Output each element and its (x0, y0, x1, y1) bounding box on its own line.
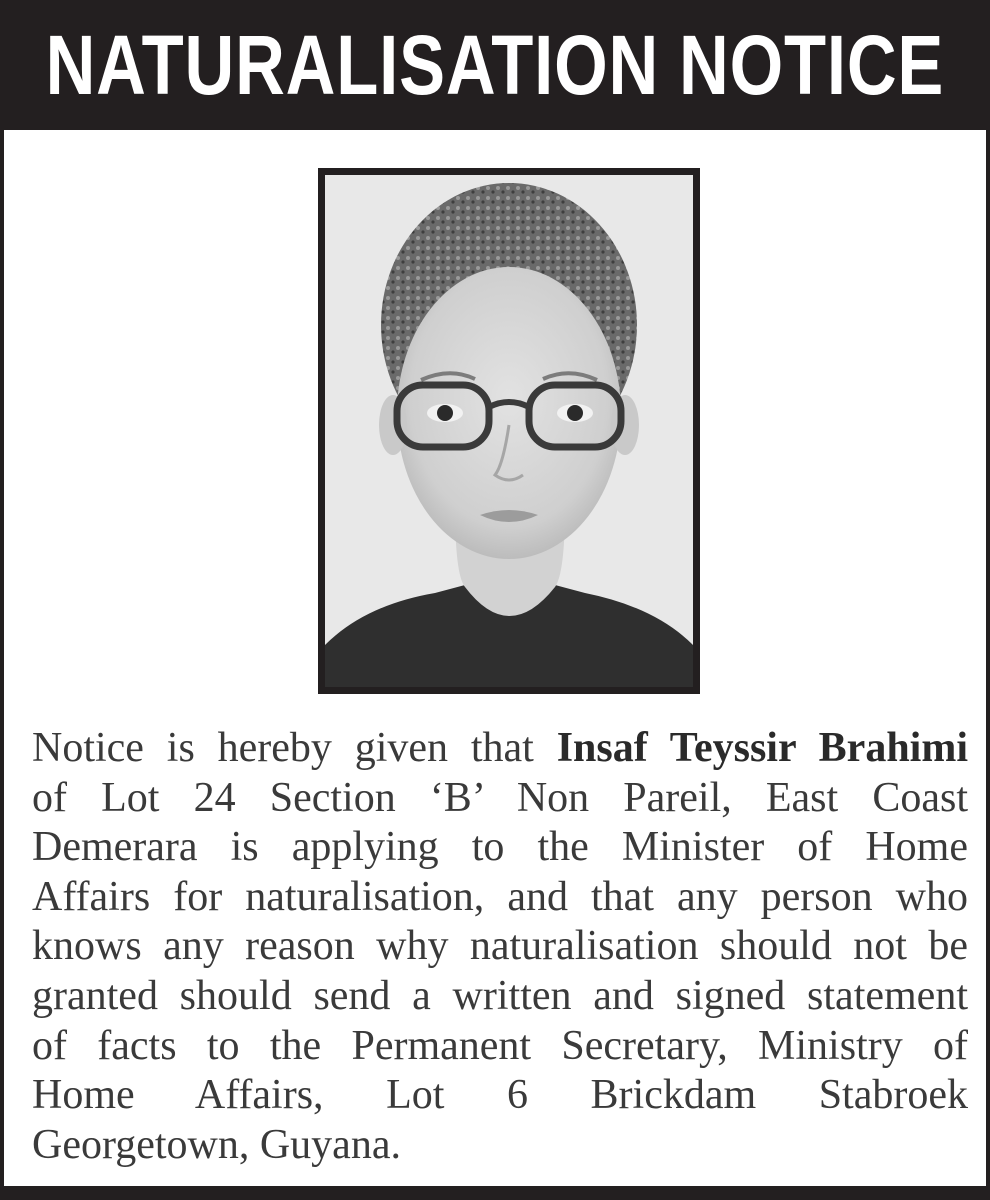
notice-line: Home Affairs, Lot 6 Brickdam Stabroek (32, 1072, 968, 1119)
notice-header (4, 0, 986, 130)
notice-line (32, 724, 968, 774)
notice-line: of facts to the Permanent Secretary, Ministry of (32, 1022, 968, 1069)
notice-title: NATURALISATION NOTICE (45, 18, 945, 112)
notice-line: Demerara is applying to the Minister of Home (32, 824, 968, 871)
notice-line: granted should send a written and signed statement (32, 972, 968, 1019)
portrait-photo (318, 168, 700, 694)
notice-line: of Lot 24 Section ‘B’ Non Pareil, East Coast (32, 774, 968, 821)
portrait-image (325, 175, 693, 687)
notice-line: Georgetown, Guyana. (32, 1121, 401, 1168)
applicant-name: Insaf Teyssir Brahimi (556, 725, 969, 771)
notice-line: Affairs for naturalisation, and that any person who (32, 873, 968, 920)
notice-line: knows any reason why naturalisation should not be (32, 923, 968, 970)
notice-intro: Notice is hereby given that (32, 725, 557, 771)
notice-body (32, 724, 968, 1170)
